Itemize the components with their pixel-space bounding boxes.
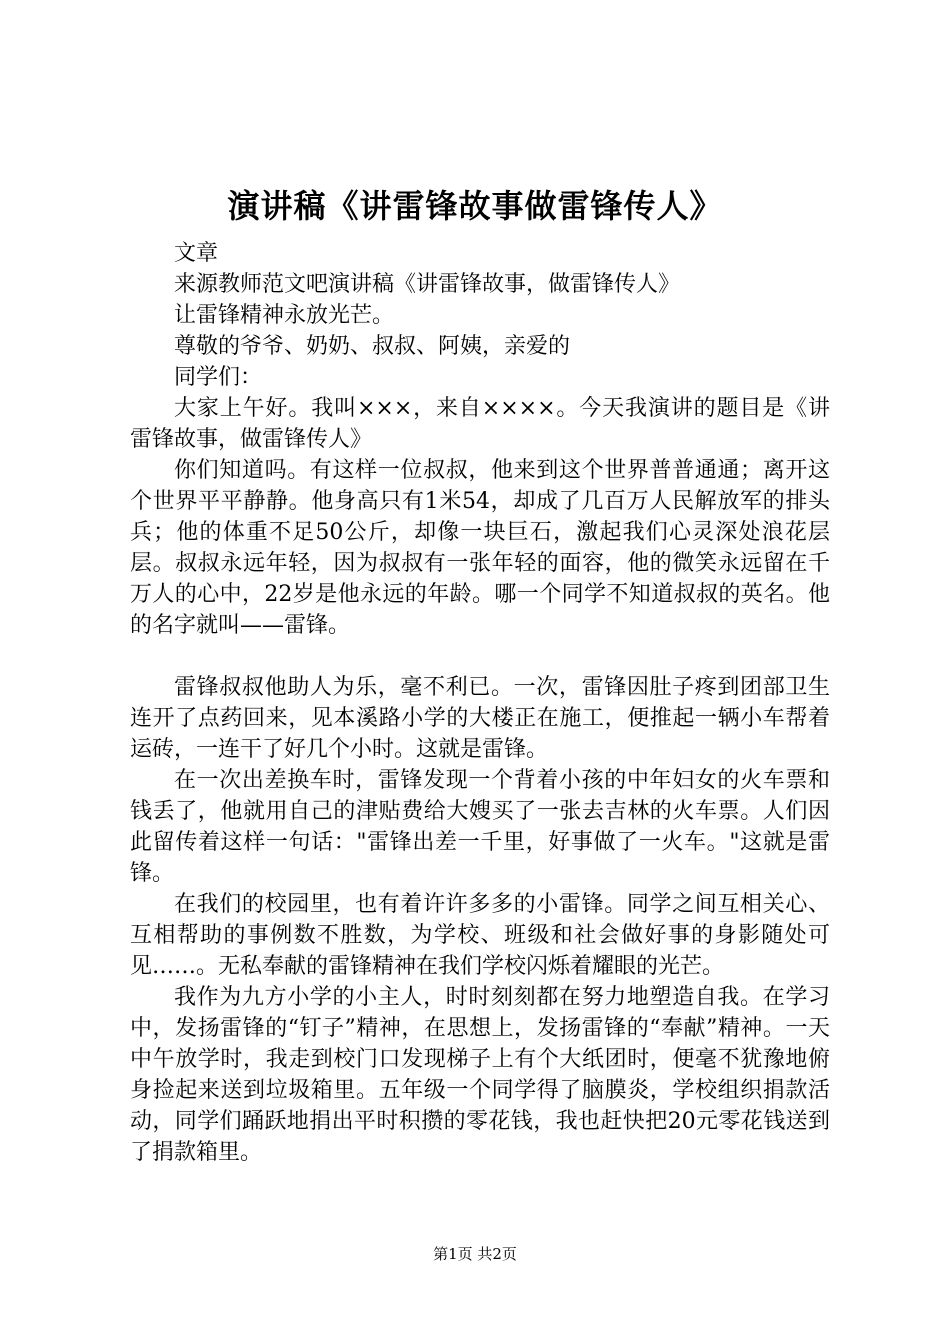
paragraph: 让雷锋精神永放光芒。 xyxy=(174,303,395,328)
paragraph: 在我们的校园里，也有着许许多多的小雷锋。同学之间互相关心、互相帮助的事例数不胜数，为学校、班级和社会做好事的身影随处可见……。无私奉献的雷锋精神在我们学校闪烁着耀眼的光芒。 xyxy=(130,892,830,979)
document-body xyxy=(130,238,830,1168)
paragraph: 在一次出差换车时，雷锋发现一个背着小孩的中年妇女的火车票和钱丢了，他就用自己的津贴费给大嫂买了一张去吉林的火车票。人们因此留传着这样一句话："雷锋出差一千里，好事做了一火车。"这就是雷锋。 xyxy=(130,768,830,886)
paragraph: 你们知道吗。有这样一位叔叔，他来到这个世界普普通通；离开这个世界平平静静。他身高只有1米54，却成了几百万人民解放军的排头兵；他的体重不足50公斤，却像一块巨石，激起我们心灵深处浪花层层。叔叔永远年轻，因为叔叔有一张年轻的面容，他的微笑永远留在千万人的心中，22岁是他永远的年龄。哪一个同学不知道叔叔的英名。他的名字就叫——雷锋。 xyxy=(130,458,830,638)
paragraph: 尊敬的爷爷、奶奶、叔叔、阿姨，亲爱的 xyxy=(174,334,571,359)
paragraph: 雷锋叔叔他助人为乐，毫不利已。一次，雷锋因肚子疼到团部卫生连开了点药回来，见本溪路小学的大楼正在施工，便推起一辆小车帮着运砖，一连干了好几个小时。这就是雷锋。 xyxy=(130,675,830,762)
paragraph: 文章 xyxy=(174,241,219,266)
paragraph: 大家上午好。我叫×××，来自××××。今天我演讲的题目是《讲雷锋故事，做雷锋传人》 xyxy=(130,396,830,452)
document-title: 演讲稿《讲雷锋故事做雷锋传人》 xyxy=(227,187,723,225)
paragraph: 同学们： xyxy=(174,365,263,390)
paragraph: 来源教师范文吧演讲稿《讲雷锋故事，做雷锋传人》 xyxy=(174,272,681,297)
paragraph: 我作为九方小学的小主人，时时刻刻都在努力地塑造自我。在学习中，发扬雷锋的“钉子”精神，在思想上，发扬雷锋的“奉献”精神。一天中午放学时，我走到校门口发现梯子上有个大纸团时，便毫不犹豫地俯身捡起来送到垃圾箱里。五年级一个同学得了脑膜炎，学校组织捐款活动，同学们踊跃地捐出平时积攒的零花钱，我也赶快把20元零花钱送到了捐款箱里。 xyxy=(130,985,830,1165)
page-number-footer: 第1页 共2页 xyxy=(433,1245,517,1263)
